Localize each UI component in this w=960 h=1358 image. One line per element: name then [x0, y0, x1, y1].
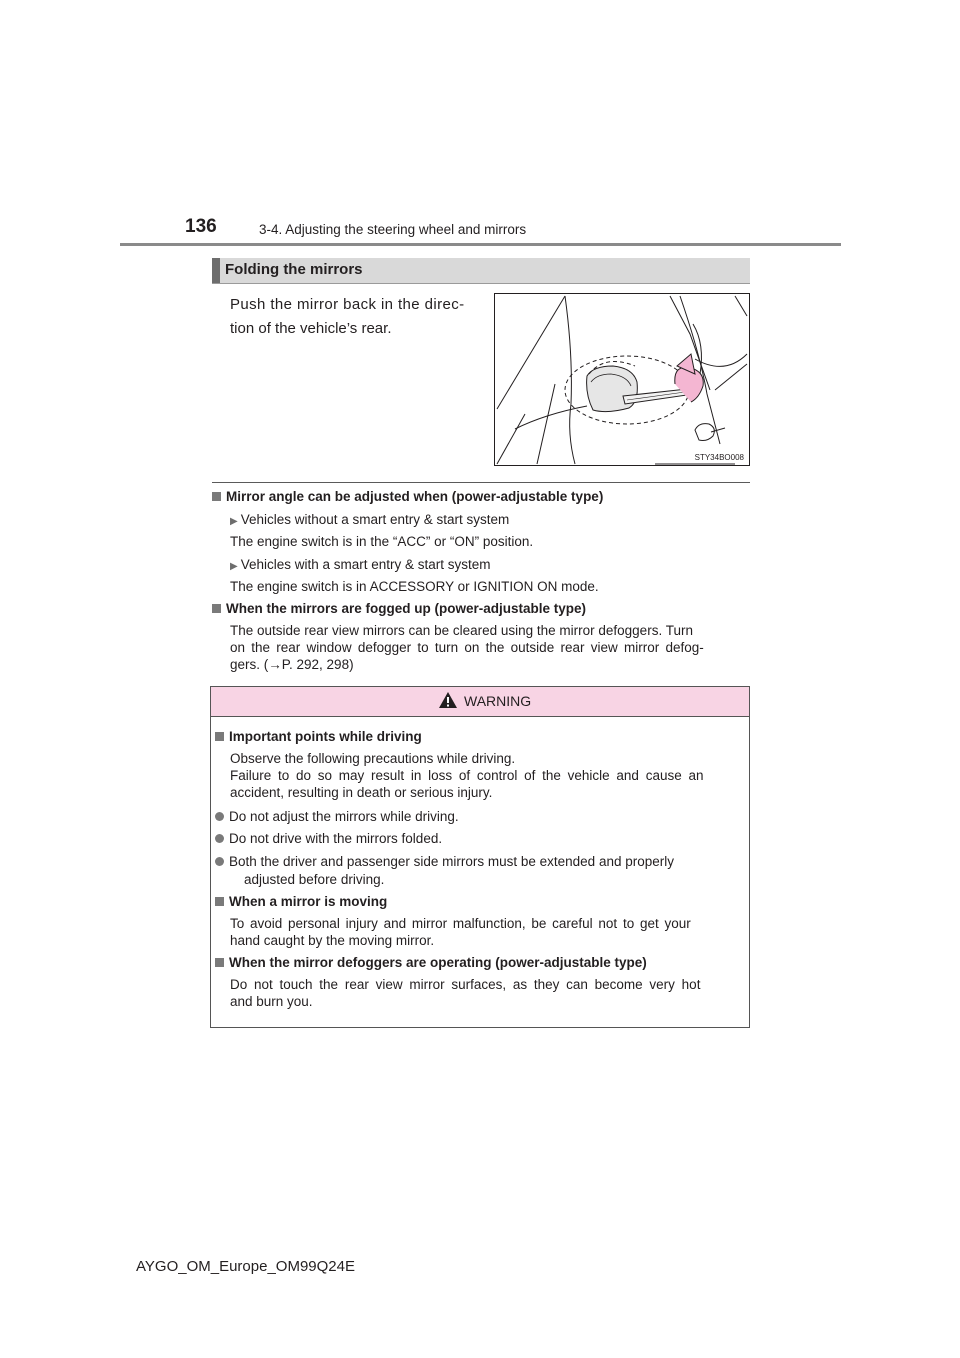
section-divider — [212, 482, 750, 483]
warning-title-defoggers: When the mirror defoggers are operating (power-adjustable type) — [215, 955, 647, 970]
mirror-illustration-svg — [495, 294, 749, 465]
square-bullet-icon — [212, 604, 221, 613]
note-title-mirror-angle: Mirror angle can be adjusted when (power-adjustable type) — [212, 489, 603, 504]
square-bullet-icon — [215, 732, 224, 741]
section-heading: Folding the mirrors — [225, 261, 363, 278]
circle-bullet-icon — [215, 834, 224, 843]
warning-label: WARNING — [464, 693, 532, 709]
warning-title-driving: Important points while driving — [215, 729, 422, 744]
case-no-smart-entry-text: The engine switch is in the “ACC” or “ON” position. — [230, 534, 534, 549]
fogged-text: The outside rear view mirrors can be cleared using the mirror defoggers. Turn on the rear window defogger to turn on the outside rear view mirror defog- gers. (→P. 292, 298) — [230, 623, 704, 672]
square-bullet-icon — [215, 958, 224, 967]
page-number: 136 — [185, 216, 217, 237]
heading-marker — [212, 258, 220, 283]
warning-driving-text: Observe the following precautions while driving. Failure to do so may result in loss of control of the vehicle and cause an accident, resulting in death or serious injury. — [230, 751, 704, 800]
warning-triangle-icon — [438, 691, 458, 709]
case-smart-entry-text: The engine switch is in ACCESSORY or IGNITION ON mode. — [230, 579, 599, 594]
warning-box — [210, 686, 750, 1028]
triangle-bullet-icon: ▶ — [230, 516, 238, 527]
warning-bullet-1: Do not adjust the mirrors while driving. — [215, 808, 459, 825]
document-code: AYGO_OM_Europe_OM99Q24E — [136, 1258, 355, 1275]
figure-code: STY34BO008 — [694, 453, 744, 462]
warning-bullet-3: Both the driver and passenger side mirrors must be extended and properly — [215, 853, 674, 870]
section-title: 3-4. Adjusting the steering wheel and mirrors — [259, 222, 527, 237]
note-title-fogged: When the mirrors are fogged up (power-adjustable type) — [212, 601, 586, 616]
warning-bullet-2: Do not drive with the mirrors folded. — [215, 830, 442, 847]
warning-moving-text: To avoid personal injury and mirror malfunction, be careful not to get your hand caught by the moving mirror. — [230, 916, 691, 948]
circle-bullet-icon — [215, 812, 224, 821]
square-bullet-icon — [212, 492, 221, 501]
square-bullet-icon — [215, 897, 224, 906]
section-heading-bar — [212, 258, 750, 283]
warning-header — [211, 687, 749, 717]
mirror-fold-illustration — [494, 293, 750, 466]
intro-line-2: tion of the vehicle’s rear. — [230, 320, 392, 337]
intro-text — [230, 293, 485, 341]
heading-rule — [212, 283, 750, 284]
warning-defoggers-text: Do not touch the rear view mirror surfaces, as they can become very hot and burn you. — [230, 977, 701, 1009]
header-rule — [120, 243, 841, 246]
warning-bullet-3-cont: adjusted before driving. — [244, 872, 385, 887]
intro-line-1: Push the mirror back in the direc- — [230, 296, 465, 313]
case-smart-entry: ▶ Vehicles with a smart entry & start system — [230, 557, 491, 572]
warning-title-moving: When a mirror is moving — [215, 894, 387, 909]
case-no-smart-entry: ▶ Vehicles without a smart entry & start system — [230, 512, 510, 527]
triangle-bullet-icon: ▶ — [230, 561, 238, 572]
circle-bullet-icon — [215, 857, 224, 866]
